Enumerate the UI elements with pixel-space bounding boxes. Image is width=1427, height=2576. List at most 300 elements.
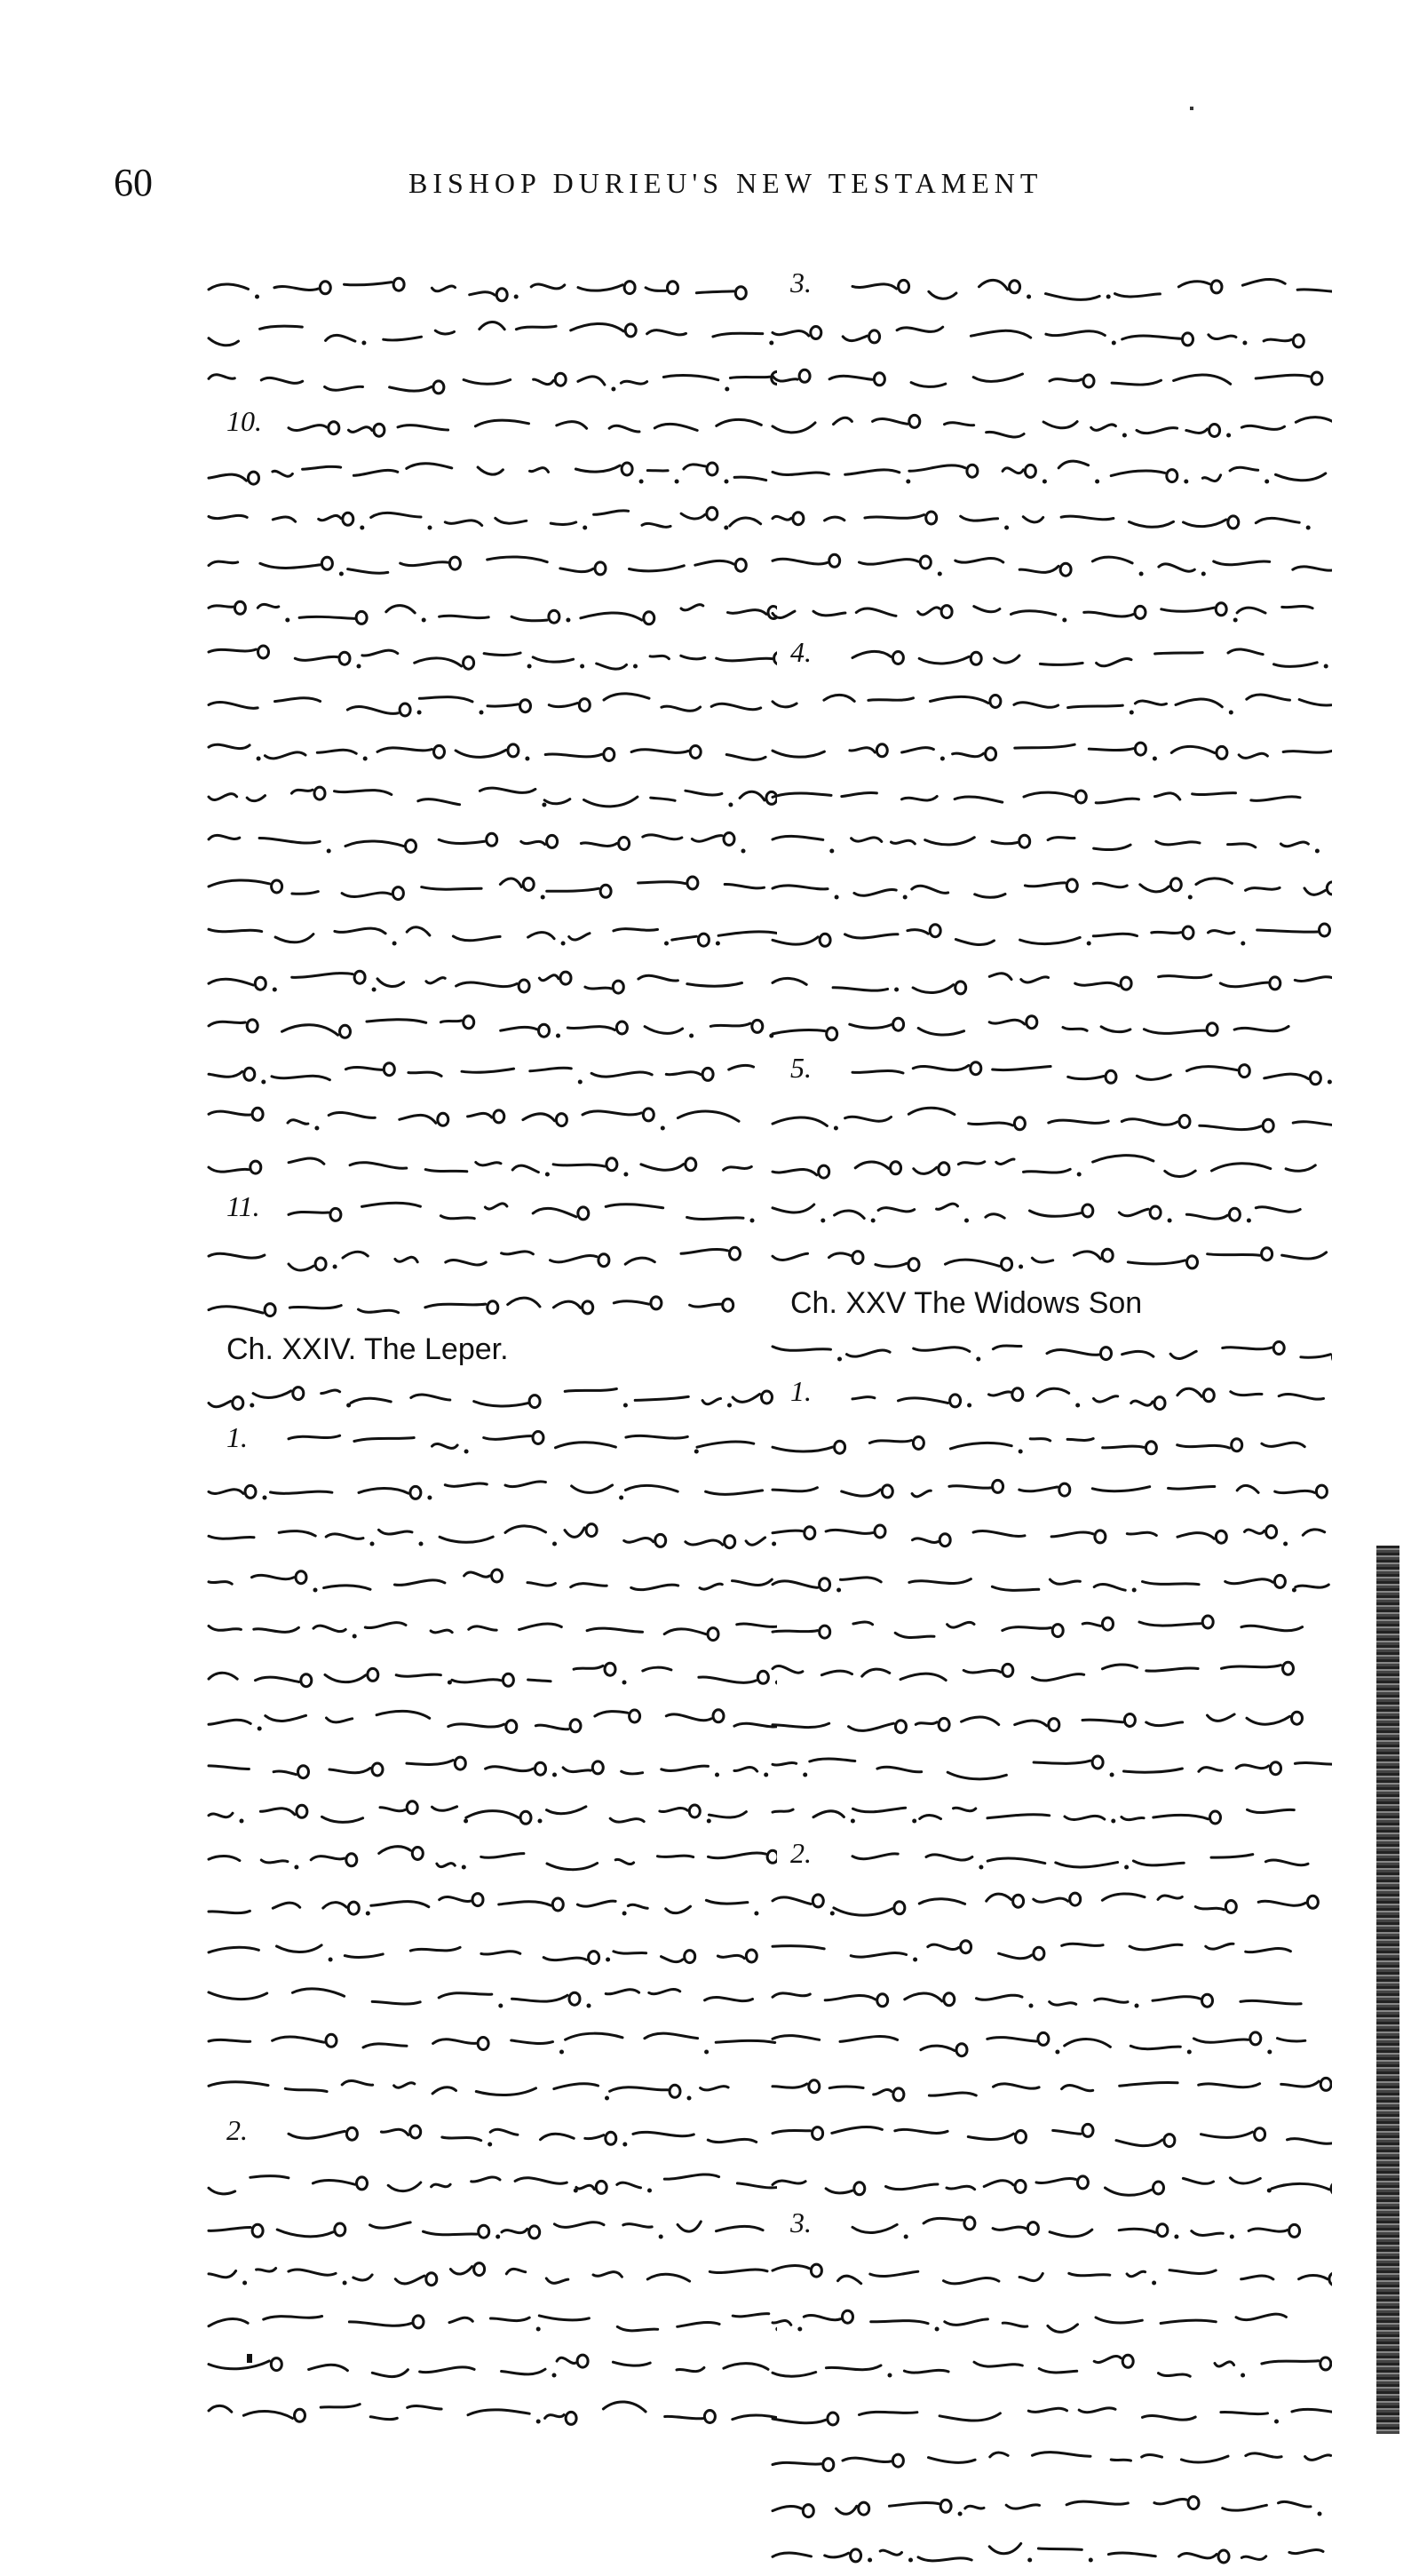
shorthand-loop [955, 982, 966, 994]
shorthand-loop [296, 1571, 306, 1584]
shorthand-glyph [209, 1401, 231, 1406]
shorthand-loop [326, 2034, 337, 2047]
shorthand-glyph [372, 2370, 408, 2377]
shorthand-glyph [439, 839, 485, 843]
shorthand-loop [851, 2549, 861, 2562]
shorthand-glyph [448, 1724, 504, 1727]
shorthand-glyph [1146, 1668, 1198, 1671]
shorthand-dot [1110, 1773, 1114, 1777]
shorthand-glyph [690, 1304, 721, 1307]
shorthand-glyph [860, 2412, 917, 2414]
shorthand-loop [1228, 516, 1239, 529]
shorthand-glyph [945, 423, 974, 425]
shorthand-glyph [663, 376, 718, 380]
shorthand-glyph [1222, 1666, 1281, 1669]
verse-number: 5. [790, 1052, 812, 1085]
shorthand-loop [412, 1848, 423, 1860]
chapter-heading: Ch. XXIV. The Leper. [226, 1329, 777, 1370]
shorthand-dot [1019, 1450, 1023, 1454]
shorthand-glyph [1256, 375, 1310, 378]
shorthand-loop [1016, 2131, 1027, 2143]
shorthand-loop [622, 463, 632, 475]
shorthand-loop [707, 463, 717, 475]
script-line [764, 2484, 1332, 2524]
shorthand-dot [639, 480, 644, 484]
shorthand-loop [234, 601, 245, 614]
shorthand-dot [797, 2327, 802, 2332]
shorthand-glyph [274, 286, 318, 290]
shorthand-glyph [773, 836, 823, 839]
shorthand-loop [805, 1527, 815, 1539]
shorthand-strokes [200, 1791, 777, 1832]
shorthand-glyph [1264, 339, 1291, 341]
shorthand-glyph [593, 2272, 622, 2278]
shorthand-glyph [1025, 883, 1065, 886]
shorthand-loop [746, 1950, 757, 1962]
shorthand-loop [1135, 606, 1146, 618]
shorthand-glyph [1262, 1443, 1304, 1447]
shorthand-dot [675, 480, 679, 484]
verse-line [764, 1052, 1332, 1093]
shorthand-glyph [1301, 1355, 1331, 1358]
shorthand-loop [1274, 1575, 1285, 1587]
shorthand-loop [1075, 791, 1086, 803]
shorthand-glyph [909, 1579, 971, 1584]
shorthand-glyph [490, 2129, 518, 2135]
shorthand-dot [913, 1958, 917, 1962]
shorthand-glyph [681, 656, 705, 659]
shorthand-glyph [687, 1217, 743, 1219]
shorthand-loop [1262, 1248, 1272, 1260]
shorthand-glyph [209, 1253, 265, 1258]
script-line [200, 959, 777, 1000]
shorthand-glyph [534, 379, 554, 384]
shorthand-glyph [1293, 1122, 1332, 1125]
shorthand-glyph [1256, 1207, 1300, 1212]
shorthand-glyph [1024, 792, 1074, 797]
shorthand-glyph [1293, 567, 1332, 570]
shorthand-glyph [1058, 461, 1088, 468]
shorthand-glyph [678, 1111, 739, 1121]
shorthand-glyph [527, 1583, 555, 1586]
shorthand-glyph [895, 2129, 947, 2133]
shorthand-loop [1312, 372, 1322, 385]
shorthand-glyph [425, 1170, 467, 1172]
shorthand-glyph [362, 1203, 421, 1206]
shorthand-loop [1052, 1625, 1063, 1637]
shorthand-glyph [702, 1398, 720, 1403]
shorthand-glyph [256, 1677, 299, 1682]
shorthand-loop [1010, 281, 1020, 293]
shorthand-glyph [937, 1204, 958, 1209]
shorthand-glyph [913, 985, 954, 993]
shorthand-strokes [764, 497, 1332, 538]
shorthand-glyph [604, 694, 649, 700]
shorthand-loop [811, 327, 821, 339]
shorthand-dot [908, 2558, 913, 2563]
shorthand-glyph [1021, 977, 1049, 982]
shorthand-glyph [635, 1396, 688, 1400]
shorthand-glyph [1019, 2274, 1043, 2281]
shorthand-glyph [855, 1162, 888, 1168]
shorthand-strokes [200, 1144, 777, 1185]
shorthand-glyph [1015, 744, 1074, 748]
shorthand-loop [896, 1721, 907, 1733]
shorthand-glyph [826, 2365, 881, 2370]
shorthand-loop [508, 744, 519, 757]
shorthand-glyph [1279, 1394, 1323, 1399]
shorthand-glyph [1297, 290, 1332, 292]
shorthand-glyph [319, 515, 341, 520]
shorthand-glyph [209, 375, 234, 379]
shorthand-loop [707, 507, 717, 520]
verse-line [200, 405, 777, 446]
script-line [764, 1652, 1332, 1693]
shorthand-loop [233, 1397, 243, 1410]
shorthand-glyph [1200, 1125, 1261, 1129]
shorthand-glyph [528, 1680, 551, 1682]
shorthand-loop [1289, 2224, 1300, 2237]
shorthand-glyph [279, 1531, 315, 1536]
shorthand-glyph [912, 1491, 931, 1497]
shorthand-glyph [209, 1911, 250, 1912]
shorthand-glyph [462, 1069, 514, 1072]
shorthand-glyph [773, 330, 809, 336]
shorthand-glyph [1006, 2505, 1039, 2508]
shorthand-glyph [1038, 2548, 1082, 2549]
shorthand-loop [619, 838, 630, 850]
shorthand-glyph [209, 474, 247, 481]
shorthand-strokes [764, 1976, 1332, 2016]
shorthand-dot [1187, 2050, 1192, 2055]
shorthand-dot [1247, 1219, 1251, 1223]
shorthand-glyph [695, 561, 734, 565]
shorthand-loop [964, 2217, 975, 2230]
shorthand-loop [479, 2225, 489, 2238]
shorthand-loop [1170, 879, 1181, 891]
shorthand-glyph [1032, 1258, 1052, 1262]
shorthand-glyph [1096, 799, 1138, 803]
shorthand-glyph [773, 516, 791, 520]
shorthand-loop [725, 1536, 735, 1548]
shorthand-glyph [773, 423, 815, 433]
shorthand-loop [876, 744, 887, 757]
shorthand-dot [622, 2143, 627, 2147]
shorthand-glyph [973, 374, 1022, 381]
shorthand-dot [353, 1634, 357, 1639]
shorthand-glyph [1281, 2081, 1320, 2087]
shorthand-dot [707, 1819, 711, 1824]
shorthand-strokes [764, 1883, 1332, 1924]
shorthand-strokes [200, 1006, 777, 1046]
shorthand-loop [1216, 1530, 1226, 1543]
shorthand-glyph [692, 836, 722, 842]
shorthand-glyph [1241, 2276, 1273, 2279]
verse-number: 10. [226, 405, 262, 438]
shorthand-loop [1025, 465, 1035, 477]
shorthand-dot [623, 1403, 628, 1408]
shorthand-loop [875, 1525, 885, 1538]
shorthand-dot [360, 526, 364, 530]
shorthand-loop [891, 1162, 901, 1174]
shorthand-glyph [773, 2130, 811, 2133]
shorthand-glyph [506, 2269, 525, 2273]
script-line [764, 2253, 1332, 2294]
shorthand-glyph [880, 2550, 901, 2555]
shorthand-glyph [939, 2413, 1000, 2421]
shorthand-strokes [200, 2022, 777, 2063]
shorthand-glyph [1241, 1626, 1303, 1631]
shorthand-dot [1315, 849, 1320, 854]
shorthand-glyph [594, 511, 629, 514]
shorthand-glyph [557, 422, 587, 429]
shorthand-glyph [209, 2227, 250, 2230]
shorthand-glyph [613, 2362, 650, 2365]
shorthand-glyph [410, 1947, 460, 1951]
script-line [200, 2160, 777, 2201]
shorthand-glyph [1053, 2130, 1081, 2134]
shorthand-loop [252, 1108, 263, 1120]
shorthand-glyph [730, 518, 761, 526]
shorthand-glyph [261, 1860, 288, 1863]
shorthand-strokes [200, 2206, 777, 2247]
shorthand-loop [335, 2223, 345, 2236]
shorthand-glyph [1241, 2556, 1265, 2560]
shorthand-dot [1027, 295, 1031, 299]
shorthand-glyph [1033, 2453, 1091, 2457]
shorthand-glyph [508, 1298, 540, 1307]
shorthand-loop [685, 1951, 695, 1963]
shorthand-dot [894, 988, 899, 992]
shorthand-loop [803, 2505, 813, 2517]
script-line [200, 2206, 777, 2247]
shorthand-glyph [709, 1812, 746, 1817]
shorthand-glyph [890, 2503, 939, 2507]
shorthand-strokes [764, 913, 1332, 954]
verse-number: 1. [226, 1421, 248, 1454]
shorthand-glyph [987, 1815, 1050, 1818]
shorthand-glyph [681, 605, 703, 610]
shorthand-dot [561, 942, 566, 946]
shorthand-glyph [914, 1167, 937, 1173]
shorthand-loop [854, 2182, 865, 2195]
script-line [764, 821, 1332, 862]
shorthand-strokes [200, 590, 777, 631]
shorthand-dot [1122, 433, 1127, 438]
shorthand-glyph [773, 2320, 791, 2325]
shorthand-glyph [446, 1260, 486, 1265]
shorthand-glyph [989, 1020, 1025, 1024]
shorthand-glyph [445, 1483, 487, 1486]
shorthand-glyph [746, 1538, 765, 1545]
shorthand-glyph [773, 472, 828, 474]
shorthand-glyph [583, 1111, 641, 1115]
shorthand-glyph [773, 2462, 821, 2464]
shorthand-dot [1089, 2558, 1093, 2563]
shorthand-glyph [209, 2188, 235, 2194]
shorthand-loop [301, 1674, 312, 1687]
shorthand-dot [361, 341, 366, 346]
shorthand-glyph [440, 1896, 471, 1901]
shorthand-glyph [342, 2080, 373, 2085]
shorthand-glyph [420, 2367, 474, 2373]
shorthand-dot [294, 1865, 298, 1870]
shorthand-strokes [200, 1976, 777, 2016]
shorthand-loop [1316, 1485, 1327, 1498]
script-line [200, 1745, 777, 1785]
shorthand-strokes [764, 1375, 1332, 1416]
shorthand-glyph [1158, 1896, 1182, 1899]
shorthand-loop [1183, 333, 1193, 346]
verse-line [200, 2114, 777, 2155]
shorthand-dot [525, 757, 529, 761]
shorthand-glyph [209, 702, 258, 708]
shorthand-glyph [928, 1944, 959, 1949]
shorthand-loop [828, 2413, 838, 2425]
shorthand-glyph [614, 929, 658, 931]
shorthand-glyph [773, 2084, 807, 2087]
shorthand-glyph [773, 886, 828, 889]
script-line [200, 682, 777, 723]
shorthand-strokes [200, 1467, 777, 1508]
shorthand-loop [1003, 1664, 1013, 1676]
shorthand-glyph [621, 381, 646, 384]
shorthand-glyph [1256, 518, 1299, 522]
shorthand-loop [724, 833, 734, 846]
shorthand-glyph [1048, 838, 1074, 840]
page-edge-bar [1376, 1546, 1399, 2434]
shorthand-glyph [773, 2507, 801, 2511]
shorthand-loop [813, 1895, 823, 1907]
shorthand-glyph [989, 2544, 1021, 2554]
shorthand-glyph [1221, 2412, 1268, 2413]
script-line [764, 2391, 1332, 2432]
shorthand-strokes [200, 2299, 777, 2340]
shorthand-glyph [773, 1809, 793, 1812]
shorthand-strokes [764, 313, 1332, 354]
shorthand-strokes [764, 1560, 1332, 1601]
shorthand-glyph [1146, 1722, 1183, 1726]
shorthand-strokes [764, 2206, 1332, 2247]
script-line [764, 1976, 1332, 2016]
shorthand-dot [370, 1542, 375, 1546]
shorthand-glyph [265, 752, 305, 759]
shorthand-loop [1124, 1714, 1135, 1727]
shorthand-glyph [285, 2088, 327, 2091]
shorthand-glyph [1103, 1446, 1145, 1448]
shorthand-loop [1310, 1072, 1320, 1085]
shorthand-loop [1027, 2222, 1038, 2235]
shorthand-dot [1229, 711, 1233, 715]
script-line [200, 1144, 777, 1185]
shorthand-glyph [944, 2278, 999, 2283]
shorthand-glyph [481, 1854, 524, 1858]
shorthand-glyph [1193, 793, 1236, 795]
script-line [200, 2253, 777, 2294]
shorthand-glyph [1215, 2362, 1234, 2366]
script-line [200, 544, 777, 584]
shorthand-dot [835, 895, 839, 900]
shorthand-glyph [530, 468, 549, 473]
shorthand-loop [708, 1628, 718, 1641]
shorthand-glyph [1024, 1169, 1071, 1173]
shorthand-glyph [1115, 294, 1161, 297]
shorthand-loop [1225, 1901, 1236, 1913]
shorthand-glyph [1155, 793, 1180, 799]
shorthand-glyph [773, 1347, 831, 1350]
shorthand-strokes [764, 451, 1332, 492]
shorthand-glyph [1174, 375, 1231, 384]
shorthand-dot [363, 757, 368, 761]
shorthand-glyph [845, 934, 899, 938]
shorthand-glyph [610, 2087, 668, 2092]
shorthand-loop [1239, 1065, 1249, 1077]
shorthand-loop [384, 1063, 394, 1076]
shorthand-glyph [845, 470, 900, 474]
shorthand-glyph [829, 376, 872, 379]
shorthand-glyph [1177, 1388, 1201, 1396]
shorthand-glyph [1199, 2084, 1260, 2087]
shorthand-glyph [918, 2557, 971, 2561]
shorthand-glyph [209, 338, 239, 346]
script-line [200, 1006, 777, 1046]
shorthand-dot [329, 1958, 333, 1962]
shorthand-loop [1327, 882, 1332, 894]
page-header [0, 160, 1427, 213]
shorthand-glyph [710, 2270, 767, 2272]
shorthand-strokes [764, 1606, 1332, 1647]
shorthand-dot [958, 2512, 963, 2516]
shorthand-dot [906, 480, 910, 484]
script-line [200, 1098, 777, 1139]
shorthand-glyph [209, 1582, 232, 1585]
shorthand-dot [1174, 2235, 1178, 2239]
shorthand-loop [698, 934, 709, 946]
shorthand-loop [1255, 2128, 1265, 2141]
shorthand-glyph [521, 841, 545, 844]
shorthand-strokes [200, 2345, 777, 2386]
shorthand-dot [1132, 1588, 1137, 1593]
shorthand-glyph [1130, 2046, 1180, 2048]
shorthand-glyph [697, 1442, 754, 1447]
shorthand-glyph [973, 1531, 1025, 1537]
shorthand-glyph [418, 799, 460, 805]
shorthand-loop [503, 1674, 513, 1686]
shorthand-loop [829, 554, 840, 567]
shorthand-loop [433, 381, 444, 394]
shorthand-glyph [609, 425, 639, 432]
shorthand-glyph [456, 750, 506, 757]
shorthand-glyph [892, 840, 916, 844]
shorthand-glyph [1092, 557, 1132, 563]
shorthand-loop [730, 1247, 741, 1260]
shorthand-loop [592, 1761, 603, 1774]
shorthand-glyph [878, 1208, 915, 1212]
shorthand-dot [830, 1912, 835, 1916]
shorthand-glyph [1019, 1487, 1058, 1491]
shorthand-glyph [372, 2001, 420, 2004]
shorthand-strokes [200, 2068, 777, 2109]
shorthand-glyph [829, 2087, 863, 2088]
shorthand-loop [690, 746, 701, 759]
shorthand-glyph [289, 1306, 341, 1308]
shorthand-glyph [468, 1113, 492, 1117]
shorthand-loop [704, 2411, 715, 2423]
shorthand-glyph [989, 974, 1011, 980]
shorthand-loop [1014, 1117, 1025, 1130]
shorthand-glyph [209, 515, 247, 518]
shorthand-glyph [729, 1065, 754, 1069]
